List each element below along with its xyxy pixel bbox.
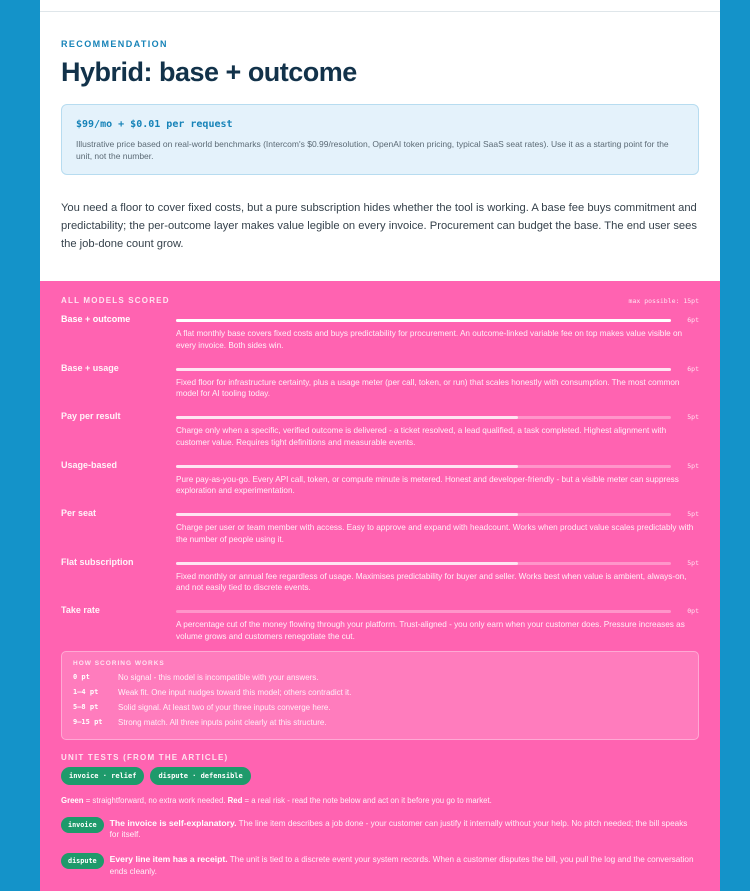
score-bar-track <box>176 562 671 565</box>
model-name: Take rate <box>61 605 100 615</box>
score-points: 5pt <box>687 413 699 421</box>
legend-green-text: = straightforward, no extra work needed. <box>83 795 228 805</box>
score-bar-fill <box>176 319 671 322</box>
model-name: Usage-based <box>61 459 118 470</box>
report-page <box>40 0 720 891</box>
score-bar-fill <box>176 513 518 516</box>
test-title: Every line item has a receipt. <box>109 854 228 865</box>
recommendation-lead: You need a floor to cover fixed costs, but a pure subscription hides whether the tool is working. A base fee buys commitment and predictability; the per-outcome layer makes value legible on every invoice. Procurement can budget the base. The end user sees the job-done count grow. <box>61 202 697 251</box>
how-scoring-box <box>61 651 699 740</box>
score-points: 6pt <box>687 316 699 324</box>
test-body: The unit is tied to a discrete event your system records. When a customer disputes the bill, you pull the log and the conversation ends cleanly. <box>109 855 694 877</box>
score-bar-fill <box>176 368 671 371</box>
legend-red: Red <box>227 795 243 805</box>
model-row <box>61 598 699 647</box>
recommendation-section <box>40 39 720 253</box>
top-divider <box>40 0 720 12</box>
score-bar-track <box>176 610 671 613</box>
score-points: 5pt <box>687 510 699 518</box>
legend-green: Green <box>61 795 84 805</box>
score-bar-track <box>176 513 671 516</box>
model-description: Fixed floor for infrastructure certainty, plus a usage meter (per call, token, or run) that scales honestly with consumption. The most common model for AI tooling today. <box>176 377 680 399</box>
how-row-pt: 9–15 pt <box>73 717 103 726</box>
score-points: 0pt <box>687 607 699 615</box>
unit-test-legend <box>61 796 699 805</box>
test-chip: invoice <box>61 817 104 833</box>
score-bar-fill <box>176 416 518 419</box>
model-description: Fixed monthly or annual fee regardless of usage. Maximises predictability for buyer and seller. Works best when value is ambient, always-on, and not easily tied to discrete events. <box>176 571 687 593</box>
scores-section <box>40 281 720 891</box>
test-body: The line item describes a job done - your customer can justify it internally without your help. No pitch needed; the bill speaks for itself. <box>109 818 688 840</box>
model-description: A percentage cut of the money flowing through your platform. Trust-aligned - you only earn when your customer does. Pressure increases as volume grows and customers renegotiate the cut. <box>176 620 685 641</box>
score-points: 6pt <box>687 364 699 373</box>
unit-test-invoice <box>61 817 699 842</box>
score-bar-track <box>176 319 671 322</box>
how-row <box>73 673 687 682</box>
how-scoring-title: HOW SCORING WORKS <box>73 659 165 667</box>
model-list <box>61 307 699 647</box>
legend-red-text: = a real risk - read the note below and act on it before you go to market. <box>242 795 492 805</box>
recommendation-title: Hybrid: base + outcome <box>61 57 357 87</box>
how-row <box>73 688 687 697</box>
model-row <box>61 356 699 405</box>
model-description: Charge only when a specific, verified outcome is delivered - a ticket resolved, a lead qualified, a task completed. Highest alignment with customer value. Requires tight definitions and measurable events. <box>176 426 667 447</box>
scores-header <box>61 296 699 305</box>
score-bar-fill <box>176 562 518 565</box>
score-bar-track <box>176 368 671 371</box>
how-row-text: Solid signal. At least two of your three inputs converge here. <box>118 702 331 712</box>
model-row <box>61 550 699 599</box>
price-text: $99/mo + $0.01 per request <box>76 119 233 130</box>
how-row <box>73 703 687 712</box>
score-bar-track <box>176 465 671 468</box>
model-row <box>61 453 699 502</box>
score-points: 5pt <box>687 461 699 470</box>
price-box <box>61 104 699 175</box>
how-row-text: No signal - this model is incompatible with your answers. <box>118 672 319 682</box>
model-row <box>61 404 699 453</box>
how-row-pt: 0 pt <box>73 672 90 681</box>
score-bar-fill <box>176 465 518 468</box>
model-name: Per seat <box>61 508 97 518</box>
how-row <box>73 718 687 727</box>
scores-label: ALL MODELS SCORED <box>61 296 170 305</box>
model-description: Pure pay-as-you-go. Every API call, token, or compute minute is metered. Honest and developer-friendly - but a visible meter can suppress exploration and experimentation. <box>176 474 679 496</box>
unit-tests-label: UNIT TESTS (FROM THE ARTICLE) <box>61 752 229 762</box>
max-possible: max possible: 15pt <box>628 297 699 305</box>
score-points: 5pt <box>687 558 699 567</box>
test-text <box>110 817 699 842</box>
recommendation-eyebrow: RECOMMENDATION <box>61 39 168 49</box>
how-row-text: Strong match. All three inputs point clearly at this structure. <box>118 717 327 727</box>
how-row-text: Weak fit. One input nudges toward this model; others contradict it. <box>118 687 352 697</box>
chip-dispute-defensible: dispute · defensible <box>150 767 250 785</box>
model-name: Flat subscription <box>61 556 134 567</box>
model-name: Base + usage <box>61 362 119 373</box>
model-row <box>61 307 699 356</box>
model-name: Base + outcome <box>61 314 131 324</box>
model-description: A flat monthly base covers fixed costs and buys predictability for procurement. An outcome-linked variable fee on top makes value visible on every invoice. Both sides win. <box>176 329 683 350</box>
unit-test-dispute <box>61 853 699 878</box>
test-title: The invoice is self-explanatory. <box>109 817 237 828</box>
how-row-pt: 1–4 pt <box>73 687 99 696</box>
model-description: Charge per user or team member with access. Easy to approve and expand with headcount. Works when product value scales predictably with the number of people using it. <box>176 523 694 544</box>
model-row <box>61 501 699 550</box>
test-chip: dispute <box>61 853 104 869</box>
unit-test-chips <box>61 767 699 785</box>
price-note: Illustrative price based on real-world benchmarks (Intercom's $0.99/resolution, OpenAI token pricing, typical SaaS seat rates). Use it as a starting point for the unit, not the number. <box>76 139 669 162</box>
how-row-pt: 5–8 pt <box>73 702 99 711</box>
chip-invoice-relief: invoice · relief <box>61 767 144 785</box>
model-name: Pay per result <box>61 411 121 421</box>
score-bar-track <box>176 416 671 419</box>
test-text <box>110 853 699 878</box>
